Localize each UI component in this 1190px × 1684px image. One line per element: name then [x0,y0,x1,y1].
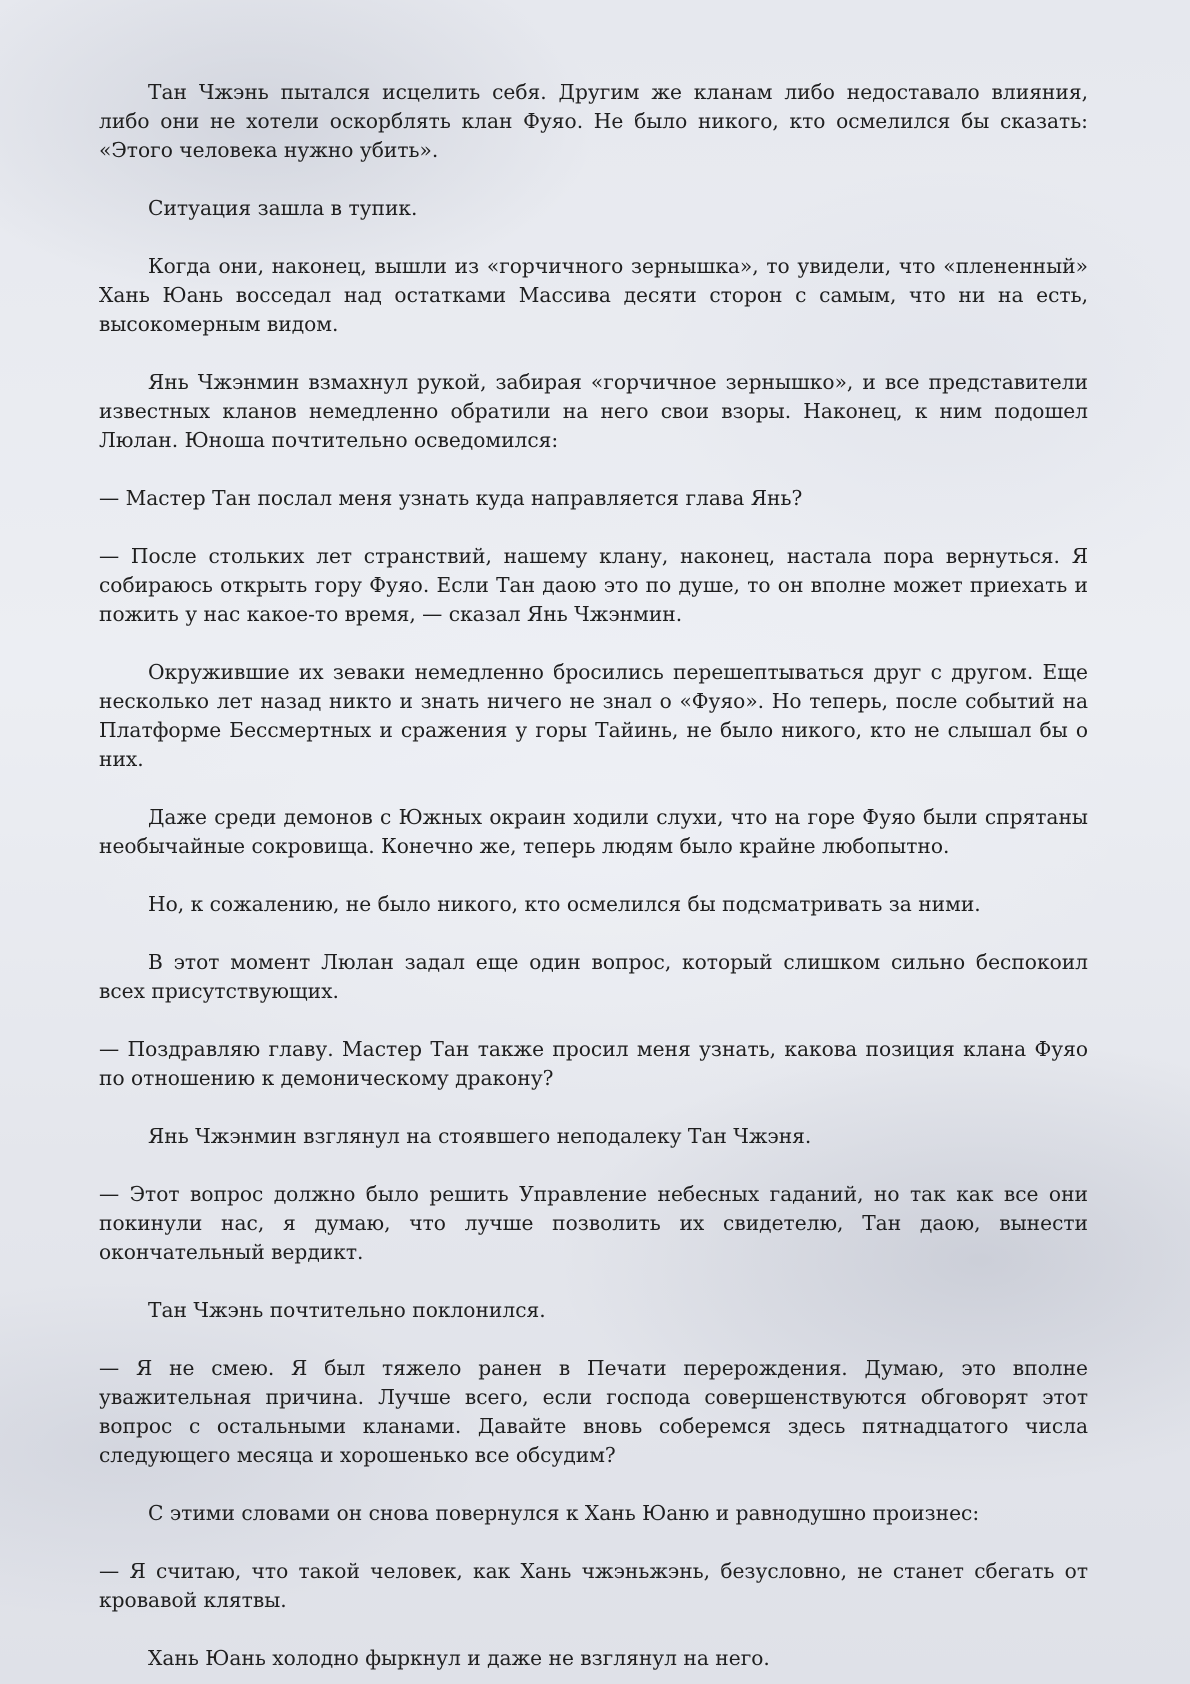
paragraph: Янь Чжэнмин взглянул на стоявшего неподалеку Тан Чжэня. [148,1124,812,1148]
paragraph: Окружившие их зеваки немедленно бросились перешептываться друг с другом. Еще несколько лет назад никто и знать ничего не знал о «Фуяо». Но теперь, после событий на Платформе Бессмертных и сражения у горы Тайинь, не было никого, кто не слышал бы о них. [99,660,1088,771]
paragraph: Ситуация зашла в тупик. [148,196,418,220]
dialogue-line: — Я считаю, что такой человек, как Хань чжэньжэнь, безусловно, не станет сбегать от кровавой клятвы. [99,1559,1088,1612]
dialogue-line: — После стольких лет странствий, нашему клану, наконец, настала пора вернуться. Я собираюсь открыть гору Фуяо. Если Тан даою это по душе, то он вполне может приехать и пожить у нас какое-то время, — сказал Янь Чжэнмин. [99,544,1088,626]
paragraph: Но, к сожалению, не было никого, кто осмелился бы подсматривать за ними. [148,892,981,916]
paragraph: С этими словами он снова повернулся к Хань Юаню и равнодушно произнес: [148,1501,980,1525]
paragraph: Когда они, наконец, вышли из «горчичного зернышка», то увидели, что «плененный» Хань Юань восседал над остатками Массива десяти сторон с самым, что ни на есть, высокомерным видом. [99,254,1088,336]
paragraph: Тан Чжэнь пытался исцелить себя. Другим же кланам либо недоставало влияния, либо они не хотели оскорблять клан Фуяо. Не было никого, кто осмелился бы сказать: «Этого человека нужно убить». [99,80,1088,162]
document-page [99,78,1088,1673]
paragraph: Даже среди демонов с Южных окраин ходили слухи, что на горе Фуяо были спрятаны необычайные сокровища. Конечно же, теперь людям было крайне любопытно. [99,805,1088,858]
dialogue-line: — Я не смею. Я был тяжело ранен в Печати перерождения. Думаю, это вполне уважительная причина. Лучше всего, если господа совершенствуются обговорят этот вопрос с остальными кланами. Давайте вновь соберемся здесь пятнадцатого числа следующего месяца и хорошенько все обсудим? [99,1356,1088,1467]
paragraph: Янь Чжэнмин взмахнул рукой, забирая «горчичное зернышко», и все представители известных кланов немедленно обратили на него свои взоры. Наконец, к ним подошел Люлан. Юноша почтительно осведомился: [99,370,1088,452]
dialogue-line: — Мастер Тан послал меня узнать куда направляется глава Янь? [99,486,803,510]
paragraph: Хань Юань холодно фыркнул и даже не взглянул на него. [148,1646,770,1670]
dialogue-line: — Поздравляю главу. Мастер Тан также просил меня узнать, какова позиция клана Фуяо по отношению к демоническому дракону? [99,1037,1088,1090]
paragraph: В этот момент Люлан задал еще один вопрос, который слишком сильно беспокоил всех присутствующих. [99,950,1088,1003]
paragraph: Тан Чжэнь почтительно поклонился. [148,1298,546,1322]
dialogue-line: — Этот вопрос должно было решить Управление небесных гаданий, но так как все они покинули нас, я думаю, что лучше позволить их свидетелю, Тан даою, вынести окончательный вердикт. [99,1182,1088,1264]
